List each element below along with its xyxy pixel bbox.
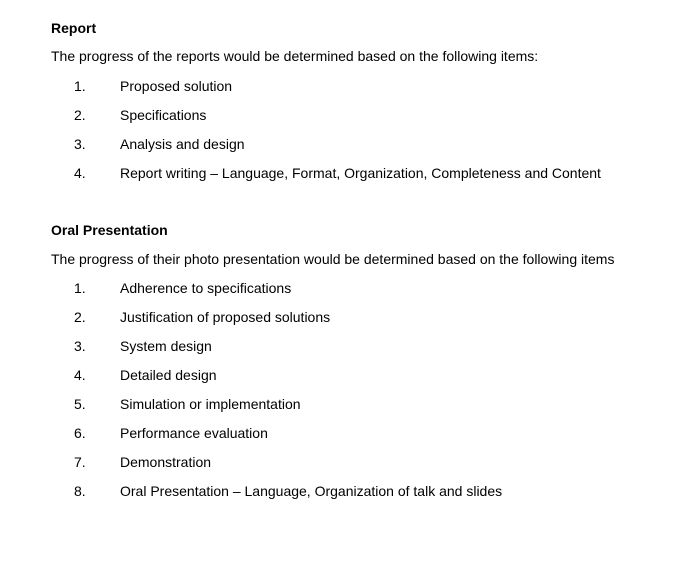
item-number: 8. [74,483,86,499]
item-text: Adherence to specifications [120,280,292,296]
item-number: 3. [74,136,86,152]
item-number: 1. [74,280,86,296]
report-items-list [0,77,698,193]
oral-list-item [0,366,698,395]
item-text: Detailed design [120,367,217,383]
item-text: Report writing – Language, Format, Organization, Completeness and Content [120,165,601,181]
oral-list-item [0,308,698,337]
report-heading: Report [51,20,97,36]
item-text: Proposed solution [120,78,233,94]
oral-list-item [0,337,698,366]
item-number: 5. [74,396,86,412]
oral-list-item [0,279,698,308]
item-number: 4. [74,165,86,181]
item-text: Simulation or implementation [120,396,301,412]
report-list-item [0,164,698,193]
report-intro: The progress of the reports would be determined based on the following items: [51,48,539,64]
oral-items-list [0,279,698,511]
oral-list-item [0,395,698,424]
oral-list-item [0,424,698,453]
item-number: 3. [74,338,86,354]
oral-list-item [0,453,698,482]
oral-presentation-heading: Oral Presentation [51,222,168,238]
item-text: Analysis and design [120,136,245,152]
item-text: System design [120,338,212,354]
report-list-item [0,135,698,164]
item-number: 7. [74,454,86,470]
oral-list-item [0,482,698,511]
oral-presentation-intro: The progress of their photo presentation would be determined based on the following items [51,251,615,267]
item-text: Performance evaluation [120,425,268,441]
item-number: 2. [74,107,86,123]
item-text: Specifications [120,107,207,123]
item-number: 6. [74,425,86,441]
item-number: 4. [74,367,86,383]
item-text: Demonstration [120,454,212,470]
report-list-item [0,77,698,106]
item-text: Oral Presentation – Language, Organization of talk and slides [120,483,503,499]
report-list-item [0,106,698,135]
item-number: 1. [74,78,86,94]
item-number: 2. [74,309,86,325]
item-text: Justification of proposed solutions [120,309,331,325]
